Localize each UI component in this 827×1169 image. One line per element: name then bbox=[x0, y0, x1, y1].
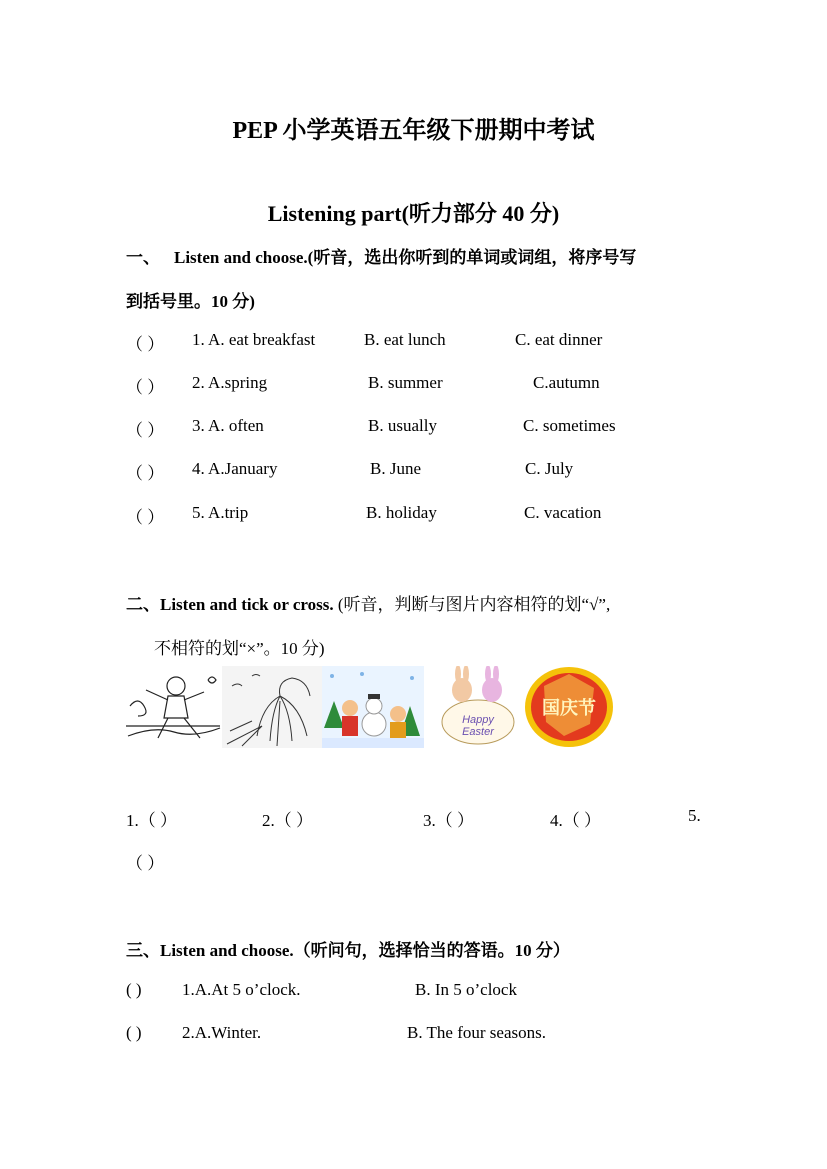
option-c: C.autumn bbox=[533, 373, 600, 392]
answer-bracket: （ ） bbox=[126, 464, 165, 483]
option-c: C. vacation bbox=[524, 503, 602, 522]
option-a: 1.A.At 5 o’clock. bbox=[182, 980, 301, 999]
answer-bracket: ( ) bbox=[126, 1023, 142, 1042]
answer-2: 2.（ ） bbox=[262, 811, 313, 830]
answer-bracket: （ ） bbox=[126, 378, 165, 397]
easter-text-easter: Easter bbox=[462, 726, 494, 738]
section2-heading bbox=[126, 590, 610, 615]
section1-heading: Listen and choose.(听音，选出你听到的单词或词组，将序号写 bbox=[174, 248, 637, 267]
option-a: 2. A.spring bbox=[192, 373, 268, 392]
answer-bracket: ( ) bbox=[126, 980, 142, 999]
section1-number: 一、 bbox=[126, 248, 160, 267]
answer-bracket: （ ） bbox=[126, 508, 165, 527]
answer-4: 4.（ ） bbox=[550, 811, 601, 830]
option-a: 3. A. often bbox=[192, 416, 264, 435]
section-subtitle: Listening part(听力部分 40 分) bbox=[267, 201, 560, 226]
easter-bunny-picture bbox=[436, 666, 520, 748]
page-title: PEP 小学英语五年级下册期中考试 bbox=[232, 118, 595, 144]
answer-5-number: 5. bbox=[688, 806, 701, 825]
option-a: 4. A.January bbox=[192, 459, 278, 478]
easter-text-happy: Happy bbox=[462, 714, 494, 726]
option-c: C. sometimes bbox=[523, 416, 616, 435]
option-a: 2.A.Winter. bbox=[182, 1023, 262, 1042]
answer-bracket: （ ） bbox=[126, 335, 165, 354]
option-b: B. The four seasons. bbox=[407, 1023, 546, 1042]
section3-heading: 三、Listen and choose.（听问句，选择恰当的答语。10 分） bbox=[126, 941, 570, 960]
option-a: 1. A. eat breakfast bbox=[192, 330, 316, 349]
option-b: B. June bbox=[370, 459, 421, 478]
option-b: B. eat lunch bbox=[364, 330, 446, 349]
option-b: B. summer bbox=[368, 373, 443, 392]
answer-5-bracket: （ ） bbox=[126, 854, 165, 873]
answer-1: 1.（ ） bbox=[126, 811, 177, 830]
section1-heading-line2: 到括号里。10 分) bbox=[126, 292, 255, 311]
option-c: C. eat dinner bbox=[515, 330, 603, 349]
option-b: B. holiday bbox=[366, 503, 437, 522]
section2-heading-line2: 不相符的划“×”。10 分) bbox=[154, 639, 325, 658]
national-day-text: 国庆节 bbox=[542, 698, 596, 719]
answer-bracket: （ ） bbox=[126, 421, 165, 440]
section2-heading-bold: 二、Listen and tick or cross. bbox=[126, 595, 334, 614]
answer-3: 3.（ ） bbox=[423, 811, 474, 830]
option-a: 5. A.trip bbox=[192, 503, 249, 522]
option-b: B. In 5 o’clock bbox=[415, 980, 517, 999]
snowman-winter-picture bbox=[322, 666, 424, 748]
national-day-picture bbox=[524, 666, 614, 748]
willow-tree-picture bbox=[222, 666, 322, 748]
section2-heading-rest: (听音，判断与图片内容相符的划“√”, bbox=[333, 595, 611, 614]
exercise-man-picture bbox=[124, 666, 222, 748]
option-c: C. July bbox=[525, 459, 574, 478]
option-b: B. usually bbox=[368, 416, 437, 435]
